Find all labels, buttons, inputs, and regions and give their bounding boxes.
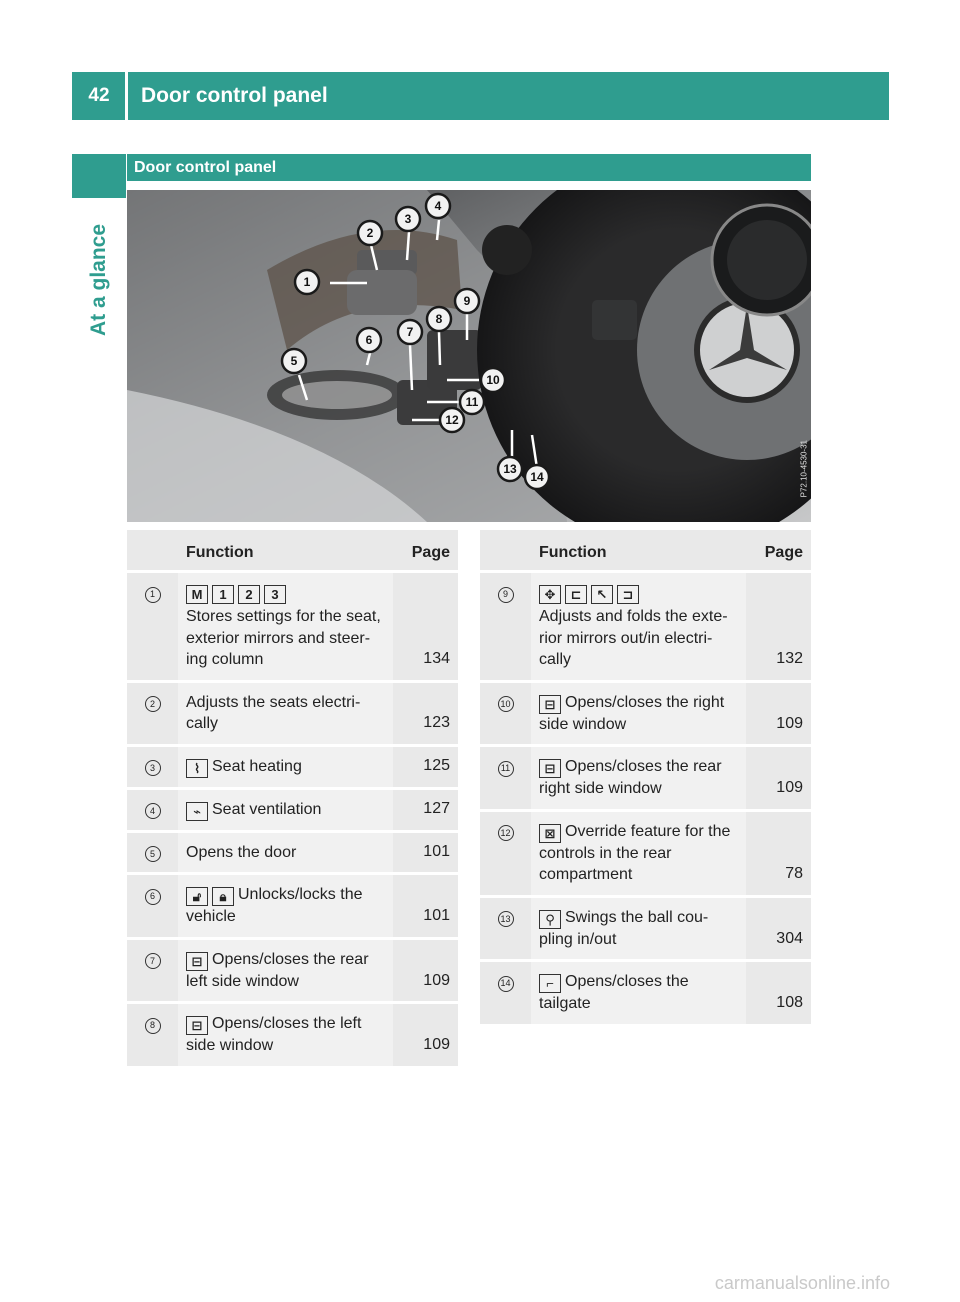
svg-text:5: 5	[290, 354, 298, 368]
side-tab-label: At a glance	[87, 223, 110, 337]
page-header: Page	[393, 530, 458, 572]
row-page: 127	[393, 788, 458, 831]
callout-2	[358, 221, 382, 245]
seat-heating-icon: ⌇	[186, 759, 208, 778]
callout-8	[427, 307, 451, 331]
row-number: 3	[127, 745, 178, 788]
row-page: 78	[746, 810, 811, 896]
row-number: 6	[127, 874, 178, 939]
memory-3-icon: 3	[264, 585, 286, 604]
svg-text:6: 6	[365, 333, 373, 347]
callout-5	[282, 349, 306, 373]
ball-coupling-icon: ⚲	[539, 910, 561, 929]
svg-text:13: 13	[503, 462, 517, 476]
table-header	[480, 530, 811, 572]
window-icon: ⊟	[186, 1016, 208, 1035]
table-row	[127, 681, 458, 745]
row-text: Adjusts the seats electri-cally	[178, 681, 393, 745]
watermark: carmanualsonline.info	[714, 1273, 890, 1293]
door-panel-photo	[127, 190, 811, 522]
page-header: Page	[746, 530, 811, 572]
row-page: 109	[746, 746, 811, 811]
table-row	[127, 572, 458, 682]
row-function	[178, 745, 393, 788]
row-function	[531, 961, 746, 1024]
svg-text:3: 3	[404, 212, 412, 226]
row-page: 123	[393, 681, 458, 745]
svg-text:8: 8	[435, 312, 443, 326]
row-text: Opens/closes the right side window	[539, 693, 725, 733]
header-divider	[125, 72, 128, 120]
callout-11	[460, 390, 484, 414]
lock-icon: 🔒︎	[212, 887, 234, 906]
row-function	[178, 788, 393, 831]
row-page: 101	[393, 831, 458, 874]
memory-m-icon: M	[186, 585, 208, 604]
table-row	[127, 874, 458, 939]
row-function	[178, 572, 393, 682]
page-number: 42	[88, 85, 110, 106]
svg-text:12: 12	[445, 413, 459, 427]
callout-13	[498, 457, 522, 481]
row-number: 13	[480, 896, 531, 961]
table-row	[127, 938, 458, 1003]
row-text: Seat heating	[212, 757, 302, 775]
function-header: Function	[178, 530, 393, 572]
row-page: 125	[393, 745, 458, 788]
unlock-icon: 🔓︎	[186, 887, 208, 906]
table-row	[480, 746, 811, 811]
row-number: 8	[127, 1003, 178, 1066]
row-text: Opens/closes the left side window	[186, 1015, 362, 1054]
table-row	[480, 896, 811, 961]
callout-10	[481, 368, 505, 392]
svg-text:1: 1	[303, 275, 311, 289]
row-number: 1	[127, 572, 178, 682]
table-row	[480, 572, 811, 682]
table-row	[480, 961, 811, 1024]
callout-9	[455, 289, 479, 313]
row-number: 12	[480, 810, 531, 896]
num-header	[127, 530, 178, 572]
memory-2-icon: 2	[238, 585, 260, 604]
row-function	[531, 810, 746, 896]
section-title: Door control panel	[134, 158, 277, 176]
row-text: Override feature for the controls in the rear compartment	[539, 822, 731, 883]
callout-4	[426, 194, 450, 218]
row-function	[531, 746, 746, 811]
row-page: 134	[393, 572, 458, 682]
callout-14	[525, 465, 549, 489]
svg-text:2: 2	[366, 226, 374, 240]
row-text: Swings the ball cou-pling in/out	[539, 908, 709, 948]
row-page: 304	[746, 896, 811, 961]
image-code: P72.10-4530-31	[799, 440, 808, 498]
table-header	[127, 530, 458, 572]
table-row	[127, 1003, 458, 1066]
row-number: 5	[127, 831, 178, 874]
row-number: 7	[127, 938, 178, 1003]
row-number: 9	[480, 572, 531, 682]
row-page: 109	[393, 1003, 458, 1066]
mirror-left-icon: ⊏	[565, 585, 587, 604]
table-row	[480, 681, 811, 746]
row-text: Unlocks/locks the vehicle	[186, 886, 363, 925]
row-function	[178, 938, 393, 1003]
function-table-left	[127, 530, 458, 1066]
function-table-right	[480, 530, 811, 1024]
callout-6	[357, 328, 381, 352]
table-row	[127, 745, 458, 788]
mirror-right-icon: ⊐	[617, 585, 639, 604]
callout-7	[398, 320, 422, 344]
mirror-fold-icon: ↖	[591, 585, 613, 604]
svg-text:9: 9	[463, 294, 471, 308]
door-panel-illustration	[127, 190, 811, 522]
table-row	[127, 788, 458, 831]
svg-text:11: 11	[465, 395, 479, 409]
row-text: Opens the door	[178, 831, 393, 874]
table-row	[480, 810, 811, 896]
mirror-buttons	[539, 582, 740, 604]
row-function	[531, 681, 746, 746]
function-header: Function	[531, 530, 746, 572]
row-number: 14	[480, 961, 531, 1024]
callout-12	[440, 408, 464, 432]
side-tab-marker	[72, 154, 126, 198]
row-number: 2	[127, 681, 178, 745]
svg-text:4: 4	[434, 199, 442, 213]
row-page: 109	[393, 938, 458, 1003]
window-icon: ⊟	[186, 952, 208, 971]
mirror-adjust-icon: ✥	[539, 585, 561, 604]
row-function	[531, 896, 746, 961]
memory-buttons	[186, 582, 387, 604]
callout-3	[396, 207, 420, 231]
row-number: 4	[127, 788, 178, 831]
row-page: 101	[393, 874, 458, 939]
row-text: Opens/closes the rear right side window	[539, 758, 722, 797]
svg-text:10: 10	[486, 373, 500, 387]
row-text: Stores settings for the seat, exterior mirrors and steer-ing column	[186, 608, 381, 668]
row-function	[531, 572, 746, 682]
window-icon: ⊟	[539, 759, 561, 778]
tailgate-icon: ⌐	[539, 974, 561, 993]
table-row	[127, 831, 458, 874]
row-function	[178, 874, 393, 939]
page-title: Door control panel	[141, 84, 328, 107]
row-number: 11	[480, 746, 531, 811]
callout-1	[295, 270, 319, 294]
memory-1-icon: 1	[212, 585, 234, 604]
window-icon: ⊟	[539, 695, 561, 714]
row-page: 109	[746, 681, 811, 746]
override-icon: ⊠	[539, 824, 561, 843]
svg-text:7: 7	[406, 325, 414, 339]
row-page: 108	[746, 961, 811, 1024]
svg-text:14: 14	[530, 470, 544, 484]
row-text: Opens/closes the rear left side window	[186, 950, 369, 990]
row-number: 10	[480, 681, 531, 746]
row-text: Opens/closes the tailgate	[539, 973, 689, 1012]
seat-ventilation-icon: ⌁	[186, 802, 208, 821]
num-header	[480, 530, 531, 572]
row-text: Seat ventilation	[212, 800, 322, 818]
row-text: Adjusts and folds the exte-rior mirrors out/in electri-cally	[539, 608, 728, 668]
row-page: 132	[746, 572, 811, 682]
row-function	[178, 1003, 393, 1066]
